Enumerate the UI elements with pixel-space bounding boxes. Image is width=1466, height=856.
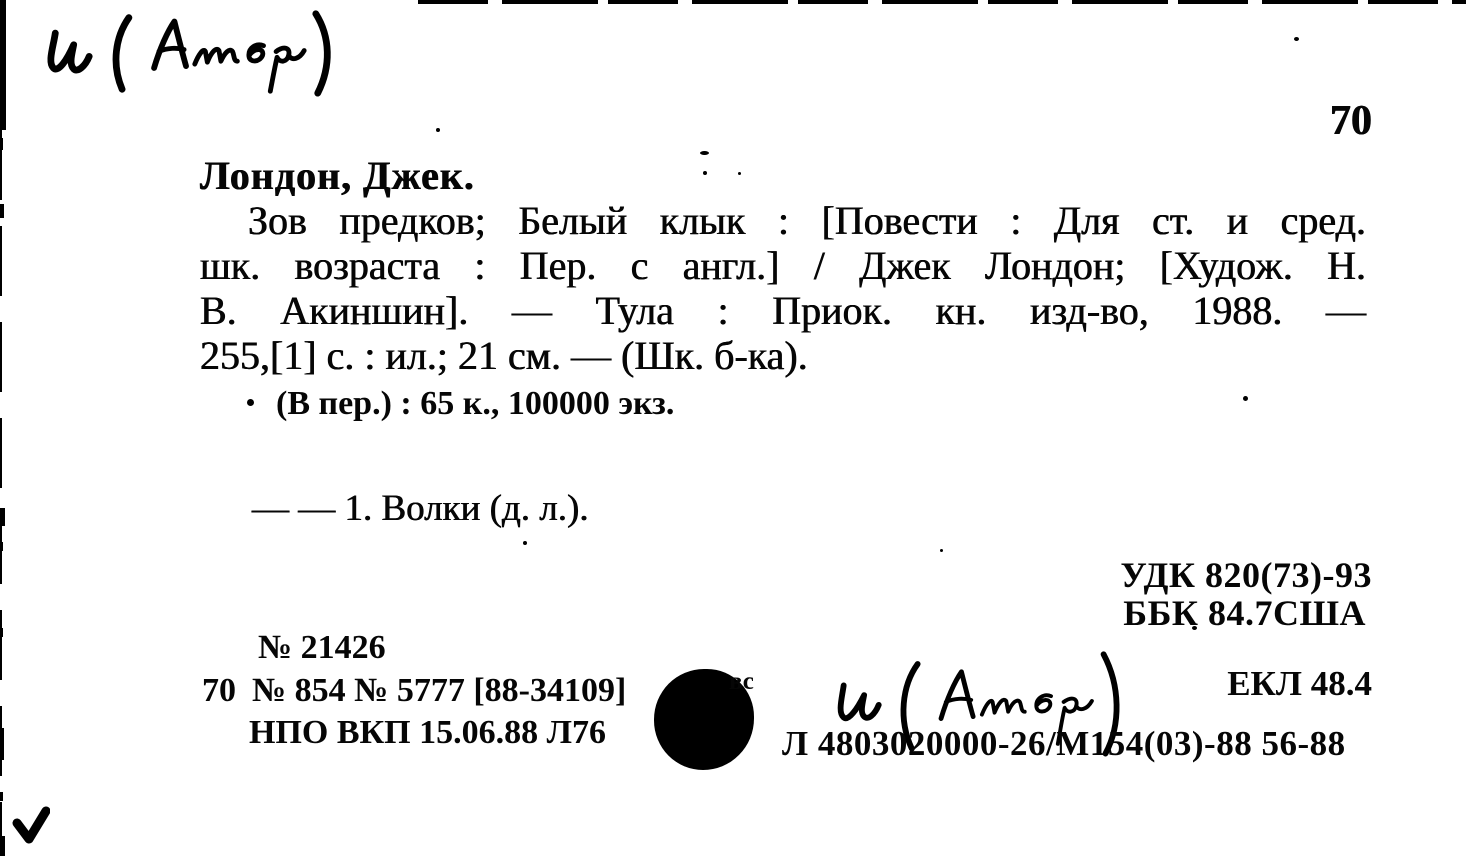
scan-edge-mark: [0, 542, 3, 551]
bullet-speck: [247, 399, 254, 406]
scan-edge-mark: [0, 628, 3, 637]
scan-edge-mark: [0, 728, 4, 760]
processing-line: НПО ВКП 15.06.88 Л76: [249, 714, 606, 751]
scan-edge-mark: [0, 792, 3, 801]
description-paragraph: [200, 198, 1366, 378]
stock-prefix: 70: [202, 672, 236, 709]
scan-edge-mark: [0, 204, 4, 218]
stock-number-line: [202, 672, 626, 710]
noise-speck: [1294, 37, 1299, 41]
description-line: шк. возраста : Пер. с англ.] / Джек Лондон; [Худож. Н.: [200, 243, 1366, 288]
checkmark-mark: [12, 804, 50, 846]
accession-number: № 21426: [258, 629, 386, 666]
description-line: В. Акиншин]. — Тула : Приок. кн. изд-во, 1988. —: [200, 288, 1366, 333]
scan-edge-artifact-left: [0, 0, 6, 130]
scan-edge-mark: [0, 138, 3, 150]
bbk-index: ББК 84.7США: [1123, 593, 1366, 633]
handwritten-classification-top: [36, 6, 338, 98]
stock-suffix: вс: [729, 668, 754, 695]
scan-edge-mark: [0, 508, 5, 526]
udc-index: УДК 820(73)-93: [1120, 555, 1372, 595]
page-number: 70: [1330, 98, 1372, 144]
description-line: 255,[1] с. : ил.; 21 см. — (Шк. б-ка).: [200, 333, 808, 378]
noise-speck: [940, 549, 943, 552]
scan-edge-artifact-top: [418, 0, 1466, 4]
catalog-index-line: Л 4803020000-26/М154(03)-88 56-88: [782, 724, 1346, 763]
noise-speck: [703, 171, 707, 175]
subject-tracing: — — 1. Волки (д. л.).: [252, 488, 589, 529]
stock-numbers: № 854 № 5777 [88-34109]: [252, 672, 627, 709]
ekl-index: ЕКЛ 48.4: [1227, 664, 1372, 703]
noise-speck: [523, 541, 527, 545]
noise-speck: [436, 128, 440, 132]
print-run-note: (В пер.) : 65 к., 100000 экз.: [276, 385, 675, 422]
author-heading: Лондон, Джек.: [200, 153, 475, 198]
noise-speck: [738, 172, 741, 175]
description-line: Зов предков; Белый клык : [Повести : Для ст. и сред.: [248, 198, 1366, 243]
noise-speck: [700, 151, 709, 155]
scan-edge-mark: [0, 836, 5, 856]
noise-speck: [1243, 396, 1248, 401]
